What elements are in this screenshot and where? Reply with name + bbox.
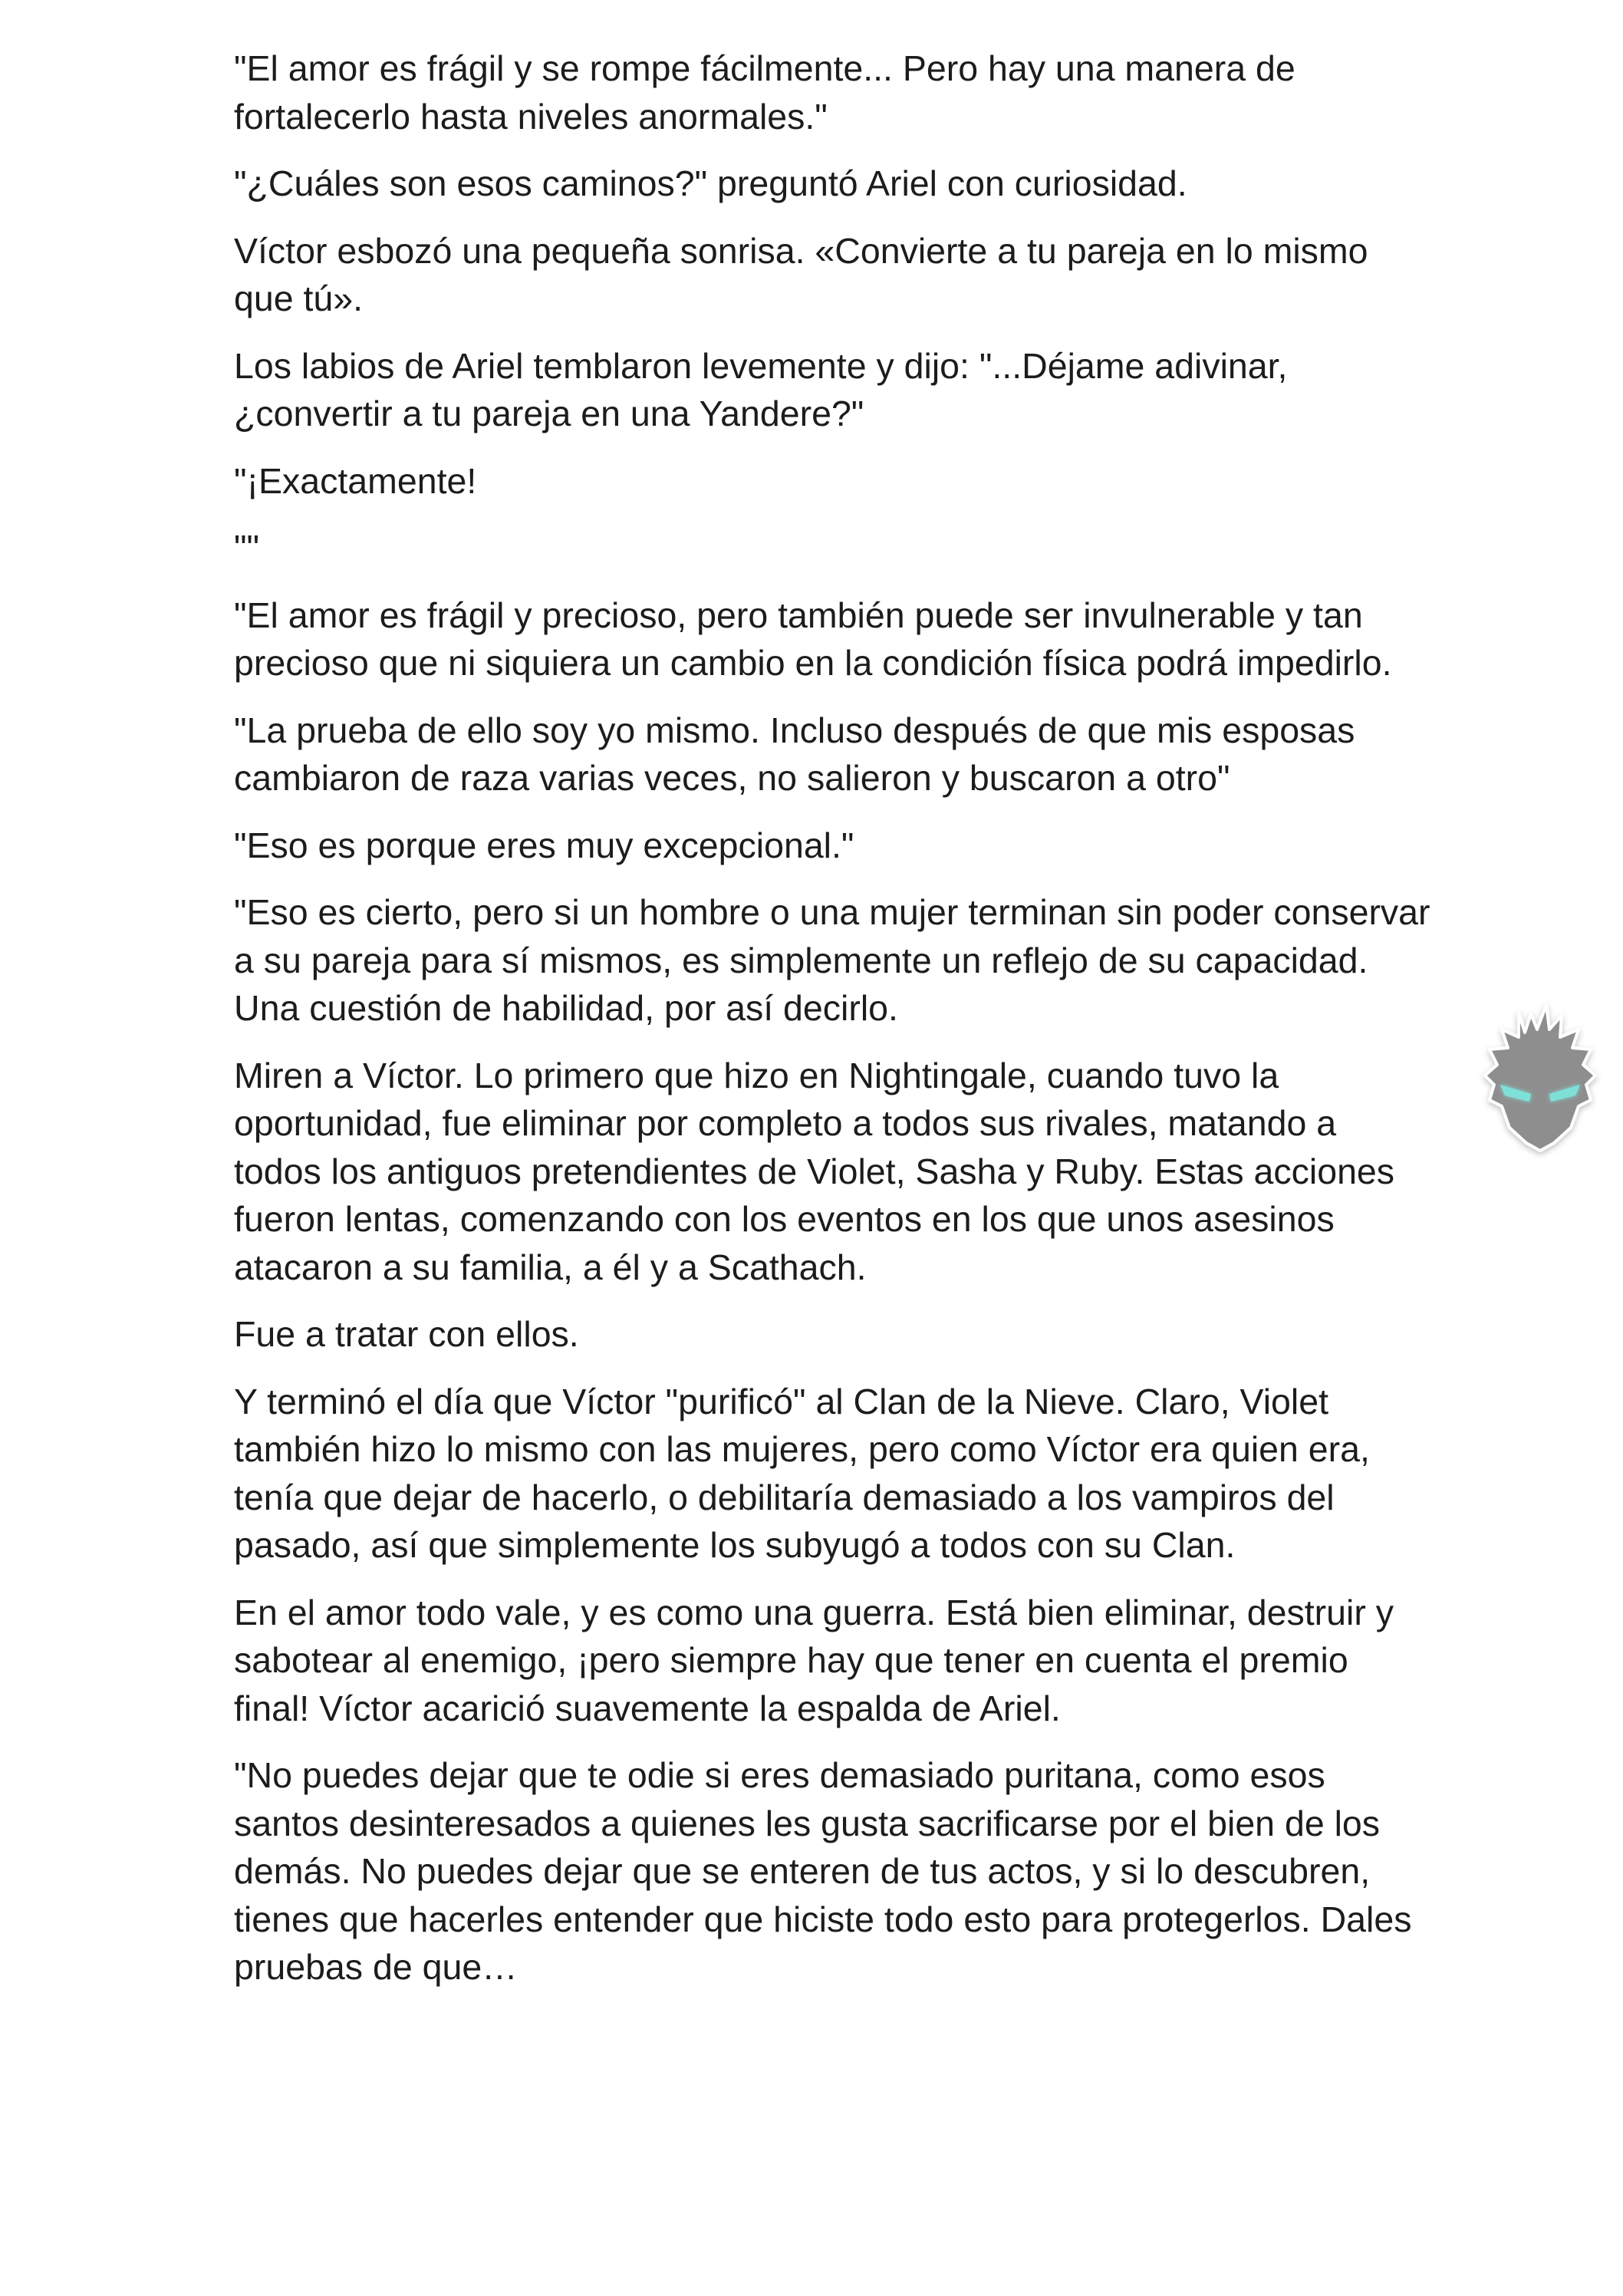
paragraph: "La prueba de ello soy yo mismo. Incluso después de que mis esposas cambiaron de raza varias veces, no salieron y buscaron a otro": [234, 710, 1355, 798]
paragraph: "¡Exactamente!: [234, 460, 477, 501]
demon-head-icon: [1471, 999, 1609, 1160]
document-body: [234, 44, 1430, 2011]
paragraph: "El amor es frágil y se rompe fácilmente... Pero hay una manera de fortalecerlo hasta niveles anormales.": [234, 48, 1295, 137]
paragraph: Y terminó el día que Víctor "purificó" al Clan de la Nieve. Claro, Violet también hizo lo mismo con las mujeres, pero como Víctor era quien era, tenía que dejar de hacerlo, o debilitaría demasiado a los vampiros del pasado, así que simplemente los subyugó a todos con su Clan.: [234, 1381, 1370, 1565]
paragraph: Miren a Víctor. Lo primero que hizo en Nightingale, cuando tuvo la oportunidad, fue eliminar por completo a todos sus rivales, matando a todos los antiguos pretendientes de Violet, Sasha y Ruby. Estas acciones fueron lentas, comenzando con los eventos en los que unos asesinos atacaron a su familia, a él y a Scathach.: [234, 1055, 1395, 1287]
paragraph: "¿Cuáles son esos caminos?" preguntó Ariel con curiosidad.: [234, 163, 1187, 203]
paragraph: "Eso es cierto, pero si un hombre o una mujer terminan sin poder conservar a su pareja para sí mismos, es simplemente un reflejo de su capacidad. Una cuestión de habilidad, por así decirlo.: [234, 892, 1430, 1028]
paragraph: Víctor esbozó una pequeña sonrisa. «Convierte a tu pareja en lo mismo que tú».: [234, 230, 1368, 318]
paragraph: Los labios de Ariel temblaron levemente y dijo: "...Déjame adivinar, ¿convertir a tu pareja en una Yandere?": [234, 345, 1288, 433]
paragraph: Fue a tratar con ellos.: [234, 1314, 579, 1354]
paragraph: "No puedes dejar que te odie si eres demasiado puritana, como esos santos desinteresados a quienes les gusta sacrificarse por el bien de los demás. No puedes dejar que se enteren de tus actos, y si lo descubren, tienes que hacerles entender que hiciste todo esto para protegerlos. Dales pruebas de que…: [234, 1755, 1412, 1987]
paragraph: En el amor todo vale, y es como una guerra. Está bien eliminar, destruir y sabotear al enemigo, ¡pero siempre hay que tener en cuenta el premio final! Víctor acarició suavemente la espalda de Ariel.: [234, 1592, 1394, 1728]
paragraph: "Eso es porque eres muy excepcional.": [234, 825, 854, 865]
paragraph: "": [234, 528, 260, 568]
paragraph: "El amor es frágil y precioso, pero también puede ser invulnerable y tan precioso que ni siquiera un cambio en la condición física podrá impedirlo.: [234, 595, 1392, 683]
